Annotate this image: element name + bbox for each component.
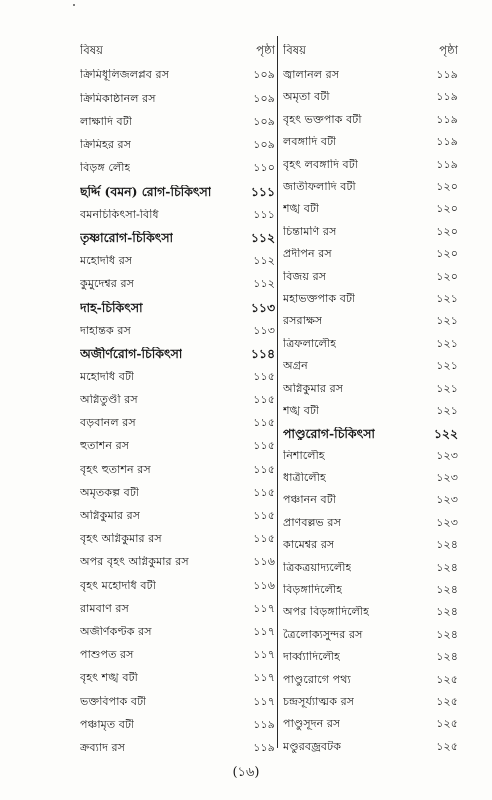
toc-right-column	[283, 36, 458, 758]
entry-page-number: ১১৭	[253, 648, 275, 662]
entry-title: বিড়ঙ্গ লৌহ	[80, 162, 131, 175]
entry-page-number: ১২৩	[436, 493, 458, 507]
entry-page-number: ১১৫	[253, 462, 275, 476]
entry-title: বড়বানল রস	[80, 417, 136, 430]
entry-title: দাহান্তক রস	[80, 324, 131, 337]
entry-title: মহোদধি রস	[80, 254, 133, 267]
entry-title: অমৃতকল্প বটী	[80, 486, 140, 499]
entry-title: লাক্ষাদি বটী	[80, 115, 133, 128]
toc-entry	[283, 713, 458, 735]
entry-page-number: ১২৩	[436, 471, 458, 485]
entry-page-number: ১১৯	[436, 135, 458, 149]
entry-title: পাশুপত রস	[80, 649, 134, 662]
entry-page-number: ১২১	[436, 336, 458, 350]
toc-entry	[283, 534, 458, 556]
entry-page-number: ১২৩	[436, 448, 458, 462]
toc-entry	[283, 221, 458, 243]
entry-page-number: ১১২	[250, 230, 275, 246]
entry-page-number: ১১৯	[253, 717, 275, 731]
toc-entry	[80, 505, 275, 528]
toc-entry	[80, 389, 275, 412]
page-header: পৃষ্ঠা	[256, 42, 275, 57]
toc-entry	[283, 736, 458, 758]
entry-page-number: ১১০	[253, 161, 275, 175]
toc-section-heading	[283, 422, 458, 444]
toc-entry	[283, 624, 458, 646]
toc-right-rows	[283, 64, 458, 758]
page-number-footer: (১৬)	[232, 765, 260, 780]
toc-section-heading	[80, 226, 275, 249]
entry-title: ক্রিমিহর রস	[80, 139, 132, 151]
toc-entry	[80, 203, 275, 226]
toc-entry	[80, 621, 275, 644]
entry-page-number: ১২৫	[436, 717, 458, 731]
entry-title: বমনচিকিৎসা-বিধি	[80, 208, 159, 221]
entry-page-number: ১২৪	[436, 605, 458, 619]
toc-entry	[283, 86, 458, 108]
entry-title: তৃষ্ণারোগ-চিকিৎসা	[80, 231, 174, 245]
entry-title: হুতাশন রস	[80, 440, 130, 453]
entry-page-number: ১১৭	[253, 694, 275, 708]
toc-entry	[283, 400, 458, 422]
toc-entry	[80, 667, 275, 690]
entry-title: দার্ব্ব্যাদিলৌহ	[283, 651, 341, 664]
entry-page-number: ১২১	[436, 359, 458, 373]
entry-title: নিশালৌহ	[283, 449, 325, 462]
entry-page-number: ১১৯	[253, 740, 275, 754]
entry-page-number: ১১৫	[253, 369, 275, 383]
toc-entry	[283, 467, 458, 489]
toc-entry	[283, 377, 458, 399]
toc-entry	[80, 644, 275, 667]
entry-title: বিজয় রস	[283, 270, 327, 283]
toc-entry	[283, 669, 458, 691]
entry-page-number: ১২০	[436, 224, 458, 238]
page-header: পৃষ্ঠা	[439, 42, 458, 57]
entry-page-number: ১২৪	[436, 560, 458, 574]
entry-title: বিড়ঙ্গাদিলৌহ	[283, 584, 343, 597]
entry-title: চন্দ্রসূর্য্যাত্মক রস	[283, 695, 355, 708]
toc-entry	[80, 435, 275, 458]
entry-title: পাণ্ডুরোগে পথ্য	[283, 673, 351, 686]
entry-title: বৃহৎ শঙ্খ বটী	[80, 672, 138, 685]
column-divider	[277, 36, 278, 748]
entry-page-number: ১২৫	[436, 739, 458, 753]
toc-entry	[80, 87, 275, 110]
toc-entry	[80, 157, 275, 180]
toc-entry	[283, 154, 458, 176]
entry-page-number: ১২০	[436, 202, 458, 216]
entry-title: অজীর্ণকণ্টক রস	[80, 625, 152, 638]
entry-title: মণ্ডুরবজ্রবটক	[283, 740, 342, 753]
entry-page-number: ১১৫	[253, 439, 275, 453]
entry-title: জাতীফলাদি বটী	[283, 180, 356, 193]
entry-title: ক্রিমিধূলিজলপ্লব রস	[80, 69, 170, 82]
subject-header: বিষয়	[283, 43, 306, 57]
entry-page-number: ১২০	[436, 247, 458, 261]
paper-speck	[73, 4, 75, 6]
entry-page-number: ১২৪	[436, 650, 458, 664]
entry-page-number: ১২১	[436, 291, 458, 305]
entry-page-number: ১১৯	[436, 157, 458, 171]
entry-page-number: ১০৯	[253, 138, 275, 151]
entry-title: শঙ্খ বটী	[283, 404, 320, 417]
entry-title: মহাভক্তপাক বটী	[283, 292, 356, 305]
entry-title: কামেশ্বর রস	[283, 539, 335, 552]
toc-entry	[80, 250, 275, 273]
toc-left-rows	[80, 64, 275, 760]
entry-title: জ্বালানল রস	[283, 69, 340, 82]
entry-page-number: ১২০	[436, 179, 458, 193]
toc-entry	[80, 319, 275, 342]
toc-entry	[283, 310, 458, 332]
entry-page-number: ১১৫	[253, 532, 275, 546]
toc-entry	[80, 597, 275, 620]
toc-entry	[283, 489, 458, 511]
entry-title: পঞ্চামৃত বটী	[80, 718, 135, 731]
entry-title: অমৃতা বটী	[283, 91, 330, 104]
toc-entry	[80, 64, 275, 87]
entry-title: চিন্তামণি রস	[283, 225, 337, 238]
entry-page-number: ১০৯	[253, 68, 275, 82]
toc-entry	[283, 198, 458, 220]
entry-page-number: ১১১	[253, 207, 275, 221]
toc-entry	[80, 736, 275, 759]
toc-entry	[283, 579, 458, 601]
toc-section-heading	[80, 342, 275, 365]
entry-title: বৃহৎ লবঙ্গাদি বটী	[283, 158, 359, 171]
entry-page-number: ১২১	[436, 403, 458, 417]
subject-header: বিষয়	[80, 43, 103, 57]
entry-page-number: ১২৫	[436, 694, 458, 708]
entry-page-number: ১১২	[253, 277, 275, 291]
entry-page-number: ১২৪	[436, 583, 458, 597]
entry-page-number: ১১৬	[253, 555, 275, 569]
toc-entry	[283, 176, 458, 198]
toc-entry	[283, 512, 458, 534]
toc-entry	[80, 110, 275, 133]
entry-title: অগ্নিকুমার রস	[80, 510, 141, 522]
toc-entry	[283, 266, 458, 288]
entry-title: ত্রিকত্রয়াদ্যলৌহ	[283, 561, 352, 574]
entry-title: অগ্নিতুণ্ডী রস	[80, 394, 138, 407]
entry-title: অগ্রন	[283, 360, 308, 373]
toc-entry	[80, 273, 275, 296]
entry-title: মহোদধি বটী	[80, 370, 135, 383]
entry-title: ক্রিমিকাষ্ঠানল রস	[80, 92, 156, 105]
entry-page-number: ১১৯	[436, 68, 458, 82]
entry-title: অগ্নিকুমার রস	[283, 382, 344, 395]
entry-page-number: ১১৫	[253, 509, 275, 522]
entry-page-number: ১১৯	[436, 112, 458, 126]
entry-title: ক্রব্যাদ রস	[80, 741, 126, 754]
entry-page-number: ১১৭	[253, 624, 275, 638]
entry-page-number: ১১৯	[436, 90, 458, 104]
entry-page-number: ১১৫	[253, 416, 275, 430]
toc-entry	[283, 288, 458, 310]
entry-title: রসরাক্ষস	[283, 315, 323, 328]
toc-section-heading	[80, 180, 275, 203]
toc-entry	[80, 551, 275, 574]
toc-entry	[283, 109, 458, 131]
entry-page-number: ১২৪	[436, 538, 458, 552]
toc-entry	[80, 412, 275, 435]
toc-entry	[283, 64, 458, 86]
entry-page-number: ১২৪	[436, 627, 458, 641]
toc-entry	[283, 691, 458, 713]
entry-title: ধাত্রীলৌহ	[283, 472, 326, 485]
entry-title: লবঙ্গাদি বটী	[283, 136, 337, 149]
toc-entry	[80, 528, 275, 551]
entry-title: অপর বিড়ঙ্গাদিলৌহ	[283, 606, 370, 619]
entry-title: বৃহৎ ভক্তপাক বটী	[283, 113, 362, 126]
toc-entry	[80, 365, 275, 388]
entry-title: পাণ্ডুসূদন রস	[283, 718, 341, 731]
toc-entry	[283, 557, 458, 579]
entry-title: প্রাণবল্লভ রস	[283, 516, 341, 529]
toc-left-header	[80, 36, 275, 64]
entry-title: পঞ্চানন বটী	[283, 494, 337, 507]
toc-entry	[283, 243, 458, 265]
entry-page-number: ১০৯	[253, 91, 275, 105]
entry-title: ভক্তবিপাক বটী	[80, 695, 147, 708]
toc-entry	[283, 601, 458, 623]
entry-page-number: ১১৫	[253, 393, 275, 407]
entry-title: পাণ্ডুরোগ-চিকিৎসা	[283, 426, 376, 441]
entry-page-number: ১১১	[250, 183, 275, 199]
toc-entry	[283, 646, 458, 668]
entry-title: বৃহৎ হুতাশন রস	[80, 463, 151, 476]
entry-title: ত্রৈলোক্যসুন্দর রস	[283, 628, 363, 641]
entry-title: শঙ্খ বটী	[283, 203, 320, 216]
toc-entry	[283, 333, 458, 355]
toc-entry	[80, 134, 275, 157]
entry-title: দাহ-চিকিৎসা	[80, 300, 143, 315]
entry-page-number: ১২২	[433, 425, 458, 441]
entry-page-number: ১১৩	[250, 299, 275, 315]
entry-title: ছর্দ্দি (বমন) রোগ-চিকিৎসা	[80, 184, 212, 199]
entry-page-number: ১২০	[436, 269, 458, 283]
toc-entry	[80, 690, 275, 713]
toc-section-heading	[80, 296, 275, 319]
entry-page-number: ১২১	[436, 314, 458, 328]
entry-page-number: ১১৩	[253, 323, 275, 337]
entry-page-number: ১০৯	[253, 114, 275, 128]
entry-page-number: ১১৪	[250, 346, 275, 362]
toc-entry	[283, 445, 458, 467]
entry-page-number: ১২১	[436, 381, 458, 395]
toc-entry	[283, 355, 458, 377]
toc-entry	[80, 713, 275, 736]
entry-page-number: ১১২	[253, 253, 275, 267]
entry-title: বৃহৎ অগ্নিকুমার রস	[80, 533, 162, 546]
entry-page-number: ১১৬	[253, 578, 275, 592]
entry-title: রামবাণ রস	[80, 602, 129, 615]
entry-title: বৃহৎ মহোদধি বটী	[80, 579, 156, 592]
entry-page-number: ১১৭	[253, 671, 275, 685]
entry-page-number: ১২৫	[436, 672, 458, 686]
entry-title: কুমুদেশ্বর রস	[80, 278, 135, 291]
toc-entry	[80, 574, 275, 597]
entry-title: প্রদীপন রস	[283, 248, 332, 261]
toc-entry	[80, 481, 275, 504]
toc-entry	[80, 458, 275, 481]
entry-page-number: ১২৩	[436, 515, 458, 529]
entry-title: ত্রিফলালৌহ	[283, 337, 337, 350]
entry-page-number: ১১৭	[253, 601, 275, 615]
entry-title: অপর বৃহৎ অগ্নিকুমার রস	[80, 556, 189, 569]
toc-left-column	[80, 36, 275, 760]
entry-title: অজীর্ণরোগ-চিকিৎসা	[80, 347, 183, 361]
entry-page-number: ১১৫	[253, 485, 275, 499]
toc-entry	[283, 131, 458, 153]
toc-right-header	[283, 36, 458, 64]
